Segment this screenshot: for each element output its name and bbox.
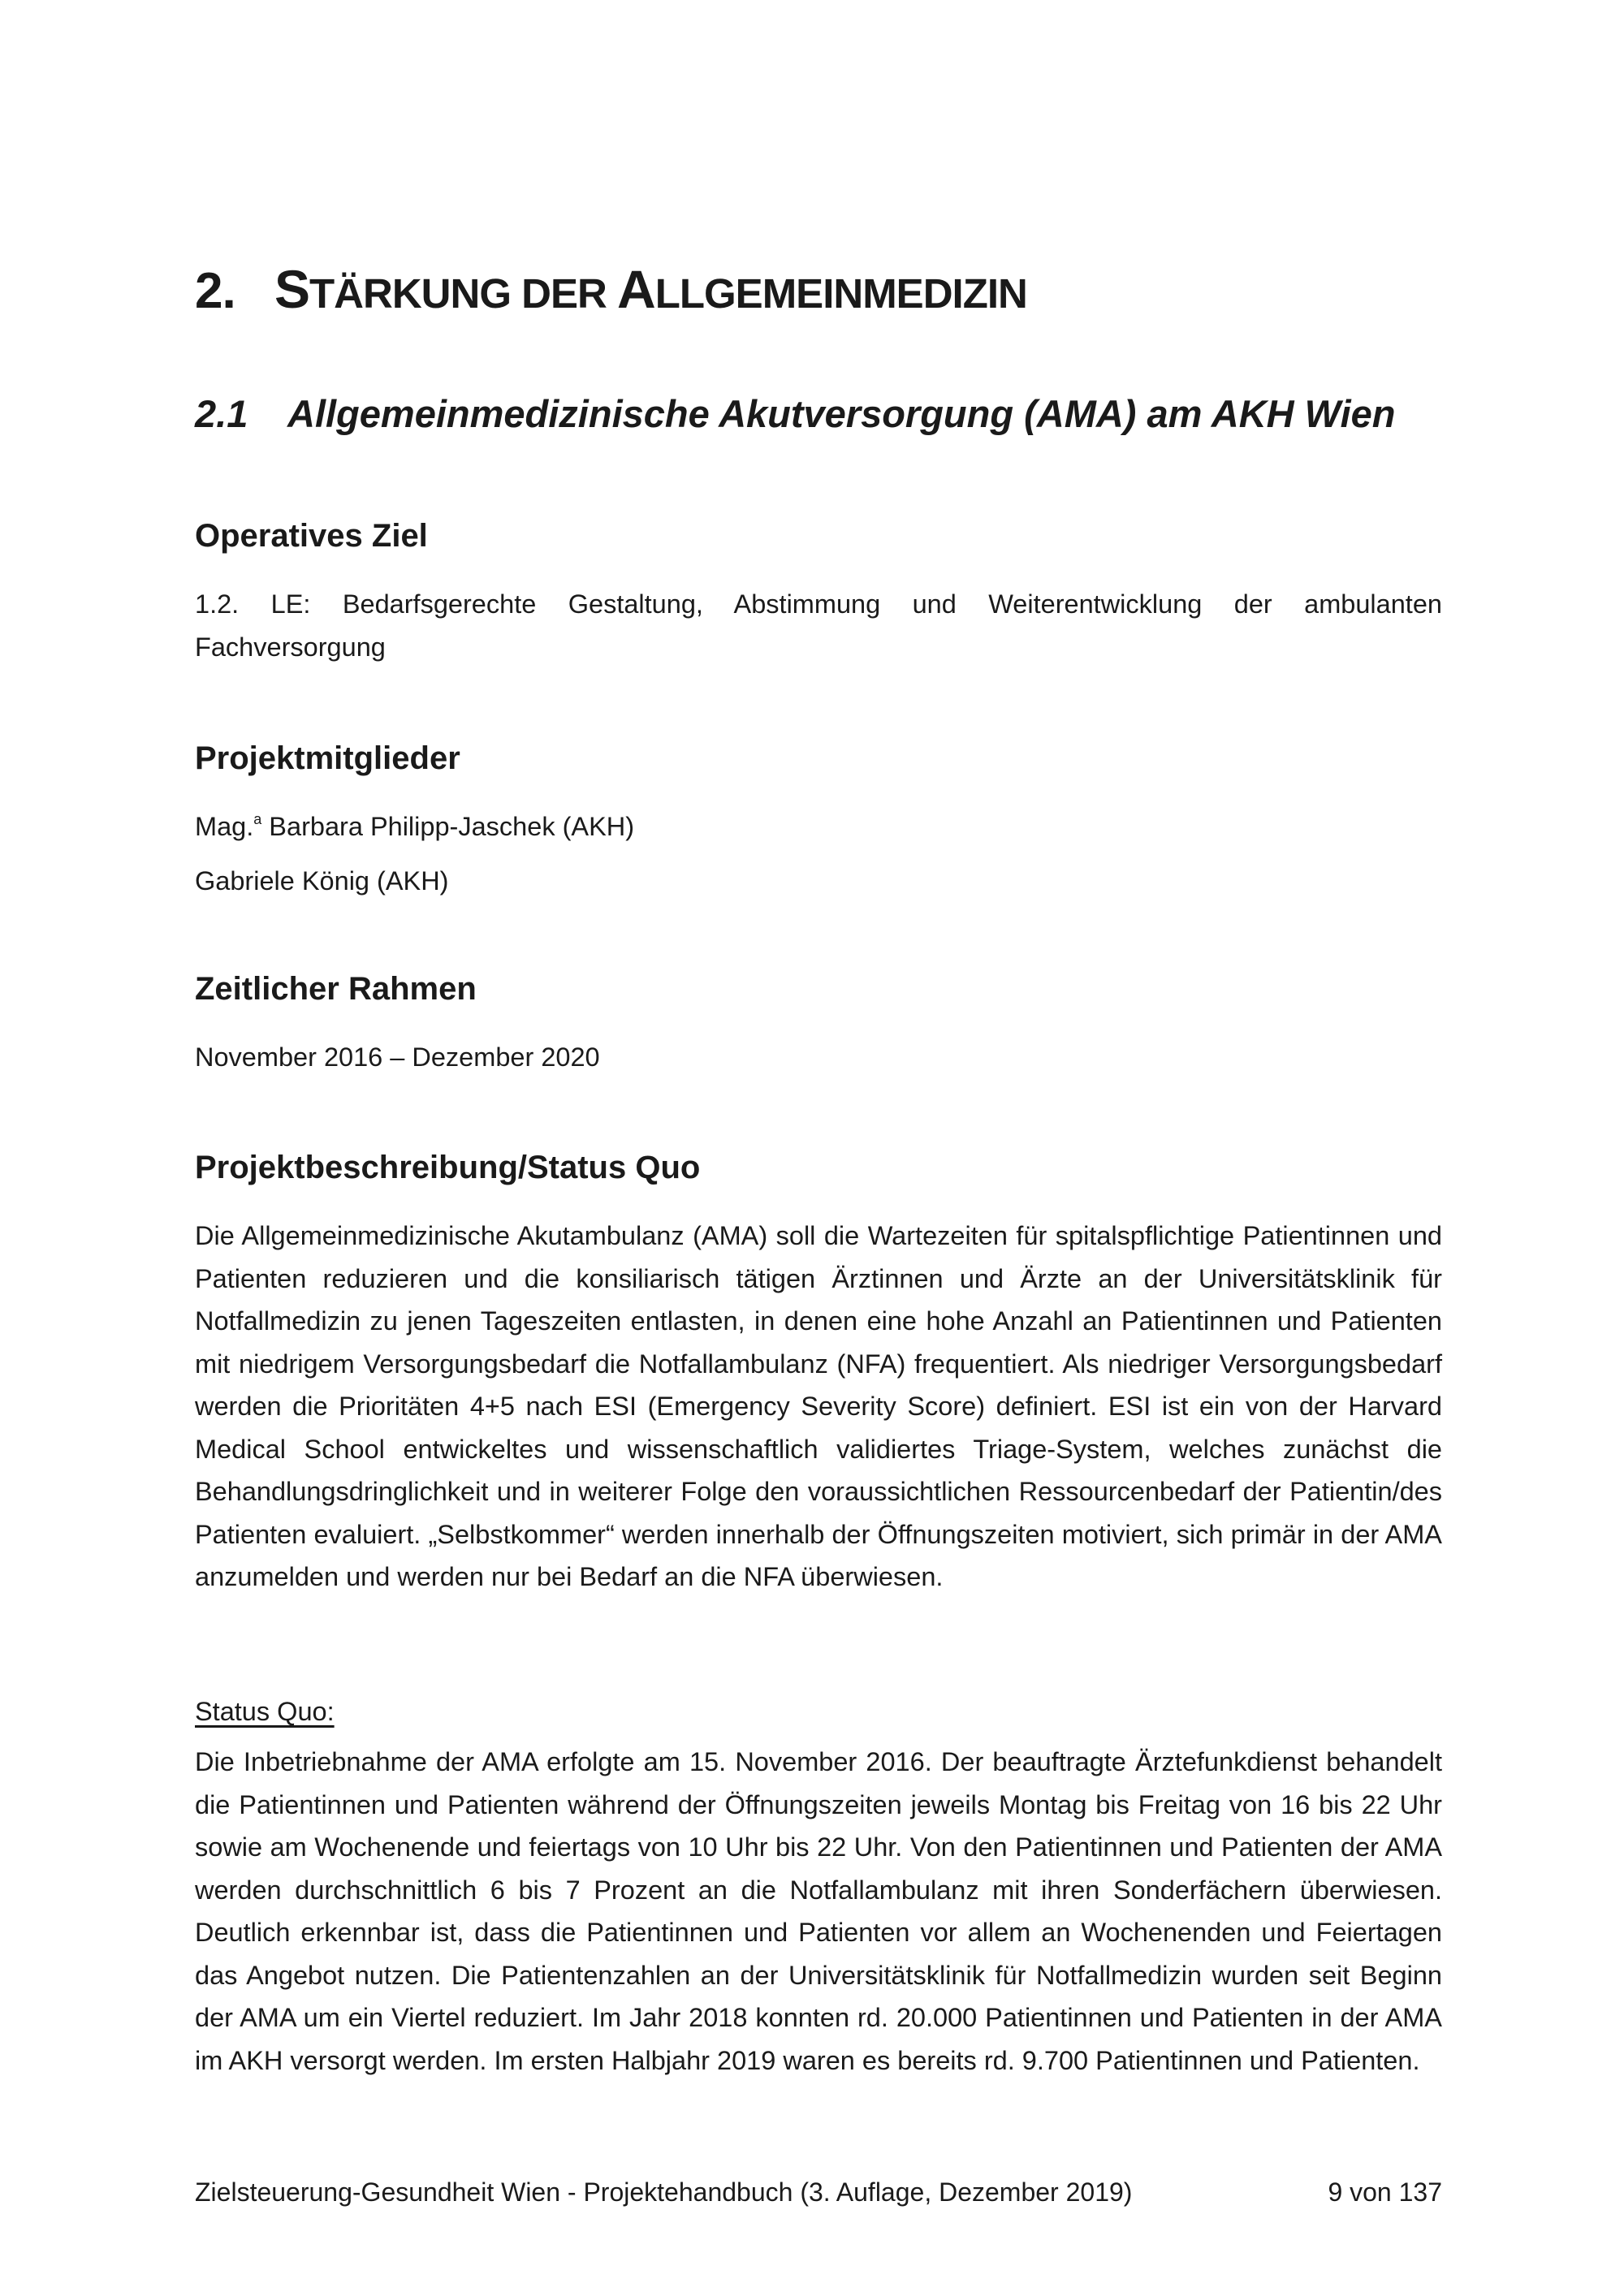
operatives-ziel-text: 1.2. LE: Bedarfsgerechte Gestaltung, Abstimmung und Weiterentwicklung der ambulanten Fachversorgung (195, 589, 1442, 662)
section-title: Allgemeinmedizinische Akutversorgung (AMA) am AKH Wien (287, 392, 1396, 435)
chapter-title-part-2: LLGEMEINMEDIZIN (654, 270, 1027, 317)
projektmitglieder-heading: Projektmitglieder (195, 740, 460, 776)
chapter-heading (195, 258, 1027, 320)
section-heading (195, 391, 1396, 436)
member-2: Gabriele König (AKH) (195, 865, 449, 896)
chapter-title-initial-s: S (274, 259, 310, 319)
operatives-ziel-heading: Operatives Ziel (195, 518, 428, 554)
page-number: 9 von 137 (1328, 2177, 1442, 2207)
page-footer (195, 2176, 1442, 2208)
projektbeschreibung-text: Die Allgemeinmedizinische Akutambulanz (AMA) soll die Wartezeiten für spitalspflichtige Patientinnen und Patienten reduzieren und die konsiliarisch tätigen Ärztinnen und Ärzte an der Universitätsklinik für Notfallmedizin zu jenen Tageszeiten entlasten, in denen eine hohe Anzahl an Patientinnen und Patienten mit niedrigem Versorgungsbedarf die Notfallambulanz (NFA) frequentiert. Als niedriger Versorgungsbedarf werden die Prioritäten 4+5 nach ESI (Emergency Severity Score) definiert. ESI ist ein von der Harvard Medical School entwickeltes und wissenschaftlich validiertes Triage-System, welches zunächst die Behandlungsdringlichkeit und in weiterer Folge den voraussichtlichen Ressourcenbedarf der Patientin/des Patienten evaluiert. „Selbstkommer“ werden innerhalb der Öffnungszeiten motiviert, sich primär in der AMA anzumelden und werden nur bei Bedarf an die NFA überwiesen. (195, 1221, 1442, 1591)
member-list (195, 805, 634, 902)
member-1-title-superscript: a (253, 811, 262, 827)
member-1 (195, 805, 634, 848)
footer-document-title: Zielsteuerung-Gesundheit Wien - Projektehandbuch (3. Auflage, Dezember 2019) (195, 2177, 1133, 2207)
zeitlicher-rahmen-heading: Zeitlicher Rahmen (195, 971, 477, 1007)
chapter-title-part-1: TÄRKUNG DER (309, 270, 618, 317)
document-page (195, 0, 1442, 2296)
zeitlicher-rahmen-text: November 2016 – Dezember 2020 (195, 1042, 600, 1072)
chapter-title-initial-a: A (617, 259, 655, 319)
status-quo-label: Status Quo: (195, 1697, 335, 1726)
section-number: 2.1 (195, 392, 248, 435)
status-quo-text: Die Inbetriebnahme der AMA erfolgte am 15. November 2016. Der beauftragte Ärztefunkdienst behandelt die Patientinnen und Patienten während der Öffnungszeiten jeweils Montag bis Freitag von 16 bis 22 Uhr sowie am Wochenende und feiertags von 10 Uhr bis 22 Uhr. Von den Patientinnen und Patienten der AMA werden durchschnittlich 6 bis 7 Prozent an die Notfallambulanz mit ihren Sonderfächern überwiesen. Deutlich erkennbar ist, dass die Patientinnen und Patienten vor allem an Wochenenden und Feiertagen das Angebot nutzen. Die Patientenzahlen an der Universitätsklinik für Notfallmedizin wurden seit Beginn der AMA um ein Viertel reduziert. Im Jahr 2018 konnten rd. 20.000 Patientinnen und Patienten in der AMA im AKH versorgt werden. Im ersten Halbjahr 2019 waren es bereits rd. 9.700 Patientinnen und Patienten. (195, 1747, 1442, 2075)
member-1-title: Mag. (195, 812, 254, 841)
chapter-number: 2. (195, 263, 235, 319)
projektbeschreibung-heading: Projektbeschreibung/Status Quo (195, 1150, 701, 1185)
member-1-name: Barbara Philipp-Jaschek (AKH) (261, 812, 635, 841)
